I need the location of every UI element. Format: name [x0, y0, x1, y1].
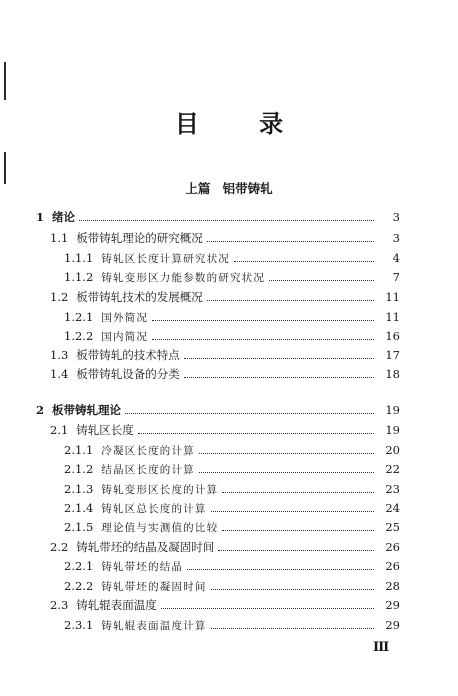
toc-entry-number: 2.3: [50, 598, 69, 612]
dot-leader: [199, 453, 374, 454]
toc-entry-title: 板带铸轧设备的分类: [76, 367, 180, 381]
toc-entry-page: 29: [385, 618, 400, 632]
dot-leader: [222, 530, 374, 531]
toc-entry-number: 1.3: [50, 348, 69, 362]
toc-entry: [0, 595, 458, 615]
toc-entry-number: 2.2.2: [64, 579, 94, 593]
page-title: 目 录: [174, 109, 310, 138]
toc-entry-page: 7: [392, 270, 400, 284]
toc-entry-number: 1.4: [50, 367, 69, 381]
toc-entry: [0, 307, 458, 327]
dot-leader: [211, 511, 374, 512]
toc-entry-number: 1.1.1: [64, 251, 94, 265]
dot-leader: [218, 550, 374, 551]
dot-leader: [152, 339, 374, 340]
toc-entry: [0, 440, 458, 460]
toc-entry-number: 1.1: [50, 231, 69, 245]
toc-entry-number: 2.1.4: [64, 501, 94, 515]
toc-entry: [0, 345, 458, 365]
toc-entry-number: 2.1.3: [64, 482, 94, 496]
toc-entry-page: 4: [392, 251, 400, 265]
toc-entry-page: 26: [385, 540, 400, 554]
toc-entry-page: 19: [385, 423, 400, 437]
toc-entry: [0, 576, 458, 596]
dot-leader: [269, 280, 374, 281]
toc-entry-number: 1.2.1: [64, 310, 94, 324]
toc-entry-number: 1.2.2: [64, 329, 94, 343]
toc-entry-title: 铸轧变形区长度的计算: [101, 483, 219, 496]
toc-entry-number: 2.1.1: [64, 443, 94, 457]
dot-leader: [234, 261, 374, 262]
toc-entry-number: 2.1: [50, 423, 69, 437]
toc-entry-title: 国外简况: [101, 311, 149, 324]
toc-entry-title: 铸轧变形区力能参数的研究状况: [101, 271, 266, 284]
toc-entry-page: 3: [392, 231, 400, 245]
toc-entry-title: 结晶区长度的计算: [101, 463, 195, 476]
toc-entry-page: 16: [385, 329, 400, 343]
dot-leader: [207, 241, 374, 242]
toc-entry-title: 板带铸轧理论的研究概况: [76, 231, 203, 245]
toc-entry-title: 铸轧区长度: [76, 423, 134, 437]
toc-entry-number: 2.2: [50, 540, 69, 554]
toc-entry-number: 2.2.1: [64, 559, 94, 573]
toc-entry-title: 铸轧带坯的结晶及凝固时间: [76, 540, 215, 554]
toc-entry-page: 23: [385, 482, 400, 496]
toc-entry: [0, 517, 458, 537]
scan-edge-mark: [4, 62, 6, 100]
dot-leader: [207, 300, 374, 301]
toc-entry-title: 冷凝区长度的计算: [101, 444, 195, 457]
dot-leader: [211, 628, 374, 629]
toc-entry-page: 22: [385, 462, 400, 476]
toc-entry-title: 绪论: [52, 210, 76, 224]
toc-entry-title: 铸轧带坯的结晶: [101, 560, 184, 573]
dot-leader: [161, 608, 374, 609]
dot-leader: [187, 569, 374, 570]
toc-entry: [0, 615, 458, 635]
toc-entry-title: 理论值与实测值的比较: [101, 521, 219, 534]
toc-entry-number: 2.1.2: [64, 462, 94, 476]
toc-entry-number: 2.1.5: [64, 520, 94, 534]
toc-entry: [0, 420, 458, 440]
toc-entry-page: 17: [385, 348, 400, 362]
toc-entry-page: 11: [385, 290, 400, 304]
toc-entry: [0, 248, 458, 268]
toc-entry: [0, 537, 458, 557]
dot-leader: [184, 377, 374, 378]
toc-entry: [0, 207, 458, 227]
dot-leader: [79, 220, 374, 221]
toc-entry-title: 铸轧辊表面温度计算: [101, 619, 207, 632]
toc-entry-page: 19: [385, 403, 400, 417]
toc-entry-number: 2.3.1: [64, 618, 94, 632]
toc-entry-title: 铸轧带坯的凝固时间: [101, 580, 207, 593]
toc-entry-number: 2: [36, 403, 45, 417]
toc-entry-page: 11: [385, 310, 400, 324]
toc-entry-page: 24: [385, 501, 400, 515]
toc-entry-title: 铸轧辊表面温度: [76, 598, 157, 612]
toc-entry-page: 20: [385, 443, 400, 457]
toc-entry: [0, 556, 458, 576]
dot-leader: [184, 358, 374, 359]
dot-leader: [222, 492, 374, 493]
dot-leader: [152, 320, 374, 321]
toc-entry-page: 18: [385, 367, 400, 381]
toc-entry-page: 3: [392, 210, 400, 224]
dot-leader: [211, 589, 374, 590]
toc-entry-title: 板带铸轧理论: [52, 403, 122, 417]
toc-entry: [0, 498, 458, 518]
toc-entry-title: 板带铸轧的技术特点: [76, 348, 180, 362]
toc-entry: [0, 364, 458, 384]
toc-entry: [0, 326, 458, 346]
toc-entry: [0, 228, 458, 248]
page-number: III: [373, 640, 389, 655]
part-title: 上篇 铝带铸轧: [185, 181, 273, 196]
toc-entry-number: 1.2: [50, 290, 69, 304]
toc-entry-page: 26: [385, 559, 400, 573]
toc-entry-number: 1: [36, 210, 45, 224]
dot-leader: [138, 433, 374, 434]
toc-entry: [0, 400, 458, 420]
toc-entry: [0, 459, 458, 479]
dot-leader: [199, 472, 374, 473]
toc-entry-title: 铸轧区总长度的计算: [101, 502, 207, 515]
toc-entry-title: 板带铸轧技术的发展概况: [76, 290, 203, 304]
dot-leader: [125, 413, 374, 414]
toc-entry: [0, 287, 458, 307]
toc-entry-page: 25: [385, 520, 400, 534]
toc-entry: [0, 267, 458, 287]
toc-entry-page: 29: [385, 598, 400, 612]
toc-entry: [0, 479, 458, 499]
toc-entry-page: 28: [385, 579, 400, 593]
toc-entry-number: 1.1.2: [64, 270, 94, 284]
toc-entry-title: 铸轧区长度计算研究状况: [101, 252, 230, 265]
toc-entry-title: 国内简况: [101, 330, 149, 343]
